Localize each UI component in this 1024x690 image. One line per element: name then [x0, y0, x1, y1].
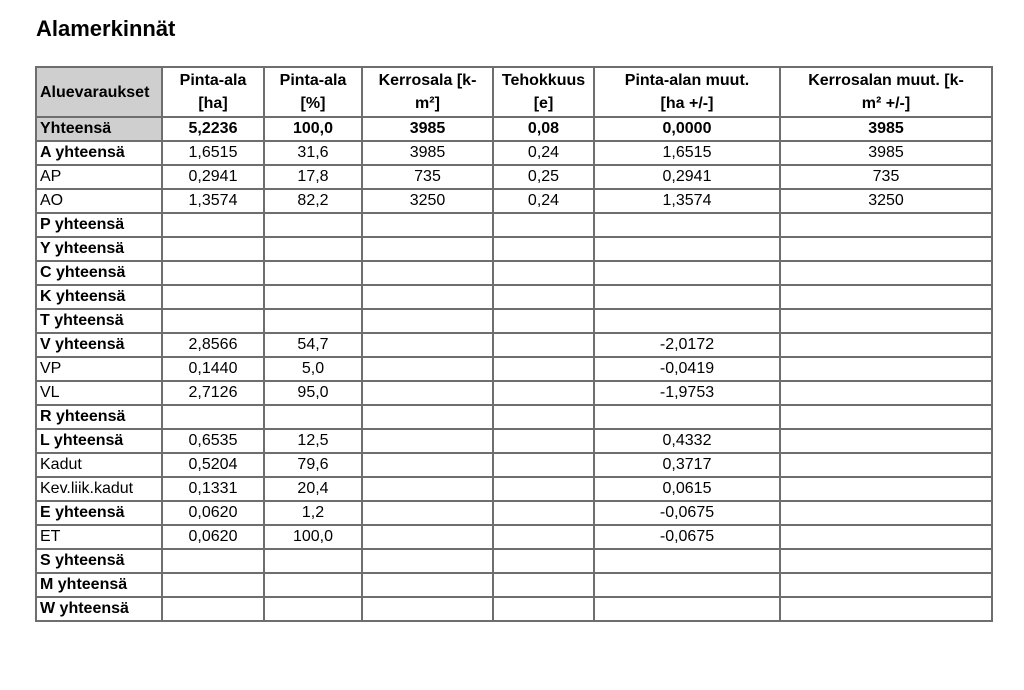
value-cell-pinta-alan-muutos: -0,0675: [594, 525, 780, 549]
value-cell-pinta-ala-percent: 100,0: [264, 117, 362, 141]
value-cell-pinta-ala-ha: [162, 573, 264, 597]
value-cell-kerrosalan-muutos: 3985: [780, 141, 992, 165]
value-cell-kerrosala: [362, 357, 493, 381]
value-cell-kerrosala: [362, 597, 493, 621]
column-header-line: Kerrosalan muut. [k-: [808, 72, 964, 89]
value-cell-pinta-ala-percent: [264, 549, 362, 573]
row-label-cell: AO: [36, 189, 162, 213]
value-cell-pinta-alan-muutos: -0,0675: [594, 501, 780, 525]
value-cell-pinta-alan-muutos: [594, 213, 780, 237]
value-cell-kerrosala: [362, 453, 493, 477]
column-header-line: [%]: [300, 95, 326, 112]
value-cell-pinta-ala-ha: 0,2941: [162, 165, 264, 189]
value-cell-tehokkuus: 0,25: [493, 165, 594, 189]
value-cell-kerrosala: [362, 429, 493, 453]
group-total-row: [36, 597, 992, 621]
group-total-row: [36, 573, 992, 597]
row-label-cell: M yhteensä: [36, 573, 162, 597]
value-cell-tehokkuus: [493, 453, 594, 477]
value-cell-pinta-ala-percent: [264, 285, 362, 309]
value-cell-kerrosala: [362, 309, 493, 333]
value-cell-tehokkuus: [493, 525, 594, 549]
value-cell-pinta-alan-muutos: 0,3717: [594, 453, 780, 477]
row-label-cell: AP: [36, 165, 162, 189]
value-cell-pinta-ala-ha: 0,1331: [162, 477, 264, 501]
row-label-cell: S yhteensä: [36, 549, 162, 573]
value-cell-kerrosala: [362, 573, 493, 597]
value-cell-pinta-alan-muutos: 0,4332: [594, 429, 780, 453]
value-cell-pinta-ala-percent: 82,2: [264, 189, 362, 213]
group-total-row: [36, 501, 992, 525]
value-cell-tehokkuus: [493, 429, 594, 453]
value-cell-pinta-ala-percent: 12,5: [264, 429, 362, 453]
value-cell-tehokkuus: [493, 237, 594, 261]
column-header-kerrosalan-muutos: [780, 67, 992, 117]
value-cell-kerrosala: 735: [362, 165, 493, 189]
value-cell-tehokkuus: [493, 573, 594, 597]
value-cell-tehokkuus: [493, 549, 594, 573]
group-total-row: [36, 333, 992, 357]
value-cell-kerrosalan-muutos: [780, 405, 992, 429]
value-cell-kerrosala: [362, 237, 493, 261]
value-cell-kerrosala: 3985: [362, 117, 493, 141]
value-cell-tehokkuus: [493, 405, 594, 429]
value-cell-pinta-alan-muutos: 1,3574: [594, 189, 780, 213]
value-cell-pinta-alan-muutos: [594, 573, 780, 597]
row-label-cell: VL: [36, 381, 162, 405]
value-cell-pinta-ala-percent: [264, 573, 362, 597]
value-cell-pinta-ala-ha: [162, 309, 264, 333]
area-reservation-table: [35, 66, 993, 622]
value-cell-pinta-ala-ha: 0,6535: [162, 429, 264, 453]
value-cell-kerrosalan-muutos: [780, 597, 992, 621]
value-cell-tehokkuus: [493, 213, 594, 237]
value-cell-pinta-ala-percent: 54,7: [264, 333, 362, 357]
value-cell-kerrosalan-muutos: 735: [780, 165, 992, 189]
column-header-kerrosala: [362, 67, 493, 117]
value-cell-pinta-alan-muutos: -1,9753: [594, 381, 780, 405]
row-label-cell: ET: [36, 525, 162, 549]
value-cell-pinta-ala-percent: [264, 213, 362, 237]
row-label-cell: C yhteensä: [36, 261, 162, 285]
value-cell-pinta-ala-percent: [264, 261, 362, 285]
column-header-line: Pinta-ala: [179, 72, 247, 89]
row-label-cell: Kadut: [36, 453, 162, 477]
group-total-row: [36, 261, 992, 285]
group-total-row: [36, 285, 992, 309]
total-row: [36, 117, 992, 141]
value-cell-kerrosala: [362, 477, 493, 501]
value-cell-kerrosalan-muutos: [780, 237, 992, 261]
value-cell-pinta-ala-ha: 1,3574: [162, 189, 264, 213]
value-cell-kerrosalan-muutos: 3985: [780, 117, 992, 141]
value-cell-pinta-ala-ha: [162, 237, 264, 261]
value-cell-pinta-alan-muutos: [594, 237, 780, 261]
value-cell-kerrosala: [362, 261, 493, 285]
group-total-row: [36, 213, 992, 237]
column-header-line: m²]: [415, 95, 440, 112]
row-label-cell: VP: [36, 357, 162, 381]
group-total-row: [36, 141, 992, 165]
value-cell-pinta-alan-muutos: 0,2941: [594, 165, 780, 189]
row-label-cell: Y yhteensä: [36, 237, 162, 261]
table-header-row: [36, 67, 992, 117]
value-cell-pinta-ala-ha: 0,1440: [162, 357, 264, 381]
table-row: [36, 477, 992, 501]
group-total-row: [36, 309, 992, 333]
column-header-line: Tehokkuus: [501, 72, 586, 89]
row-label-cell: P yhteensä: [36, 213, 162, 237]
value-cell-kerrosala: [362, 285, 493, 309]
value-cell-kerrosala: [362, 333, 493, 357]
value-cell-pinta-ala-ha: [162, 285, 264, 309]
row-label-cell: L yhteensä: [36, 429, 162, 453]
column-header-line: Aluevaraukset: [40, 83, 150, 101]
column-header-pinta-ala-ha: [162, 67, 264, 117]
value-cell-pinta-ala-percent: [264, 405, 362, 429]
value-cell-tehokkuus: 0,24: [493, 141, 594, 165]
value-cell-tehokkuus: [493, 333, 594, 357]
table-row: [36, 381, 992, 405]
value-cell-pinta-ala-percent: [264, 597, 362, 621]
value-cell-kerrosala: [362, 549, 493, 573]
value-cell-kerrosalan-muutos: [780, 477, 992, 501]
value-cell-pinta-alan-muutos: 0,0615: [594, 477, 780, 501]
value-cell-tehokkuus: [493, 597, 594, 621]
value-cell-pinta-ala-ha: 0,5204: [162, 453, 264, 477]
value-cell-kerrosalan-muutos: [780, 429, 992, 453]
value-cell-kerrosalan-muutos: [780, 525, 992, 549]
table-row: [36, 189, 992, 213]
value-cell-kerrosalan-muutos: [780, 549, 992, 573]
value-cell-kerrosala: [362, 525, 493, 549]
value-cell-pinta-alan-muutos: 1,6515: [594, 141, 780, 165]
value-cell-kerrosala: [362, 381, 493, 405]
value-cell-pinta-ala-ha: 2,7126: [162, 381, 264, 405]
column-header-line: [ha]: [198, 95, 228, 112]
value-cell-pinta-ala-ha: [162, 213, 264, 237]
row-label-cell: V yhteensä: [36, 333, 162, 357]
table-body: [36, 117, 992, 621]
value-cell-kerrosalan-muutos: [780, 213, 992, 237]
value-cell-pinta-ala-ha: 2,8566: [162, 333, 264, 357]
value-cell-kerrosalan-muutos: [780, 453, 992, 477]
value-cell-tehokkuus: [493, 477, 594, 501]
value-cell-kerrosalan-muutos: [780, 381, 992, 405]
value-cell-kerrosalan-muutos: [780, 309, 992, 333]
value-cell-pinta-ala-percent: 5,0: [264, 357, 362, 381]
value-cell-pinta-alan-muutos: 0,0000: [594, 117, 780, 141]
row-label-cell: W yhteensä: [36, 597, 162, 621]
column-header-line: Kerrosala [k-: [378, 72, 477, 89]
column-header-line: m² +/-]: [861, 95, 911, 112]
row-label-cell: A yhteensä: [36, 141, 162, 165]
value-cell-tehokkuus: [493, 309, 594, 333]
value-cell-kerrosala: [362, 213, 493, 237]
value-cell-kerrosalan-muutos: [780, 501, 992, 525]
row-label-cell: T yhteensä: [36, 309, 162, 333]
row-label-cell: K yhteensä: [36, 285, 162, 309]
column-header-pinta-alan-muutos: [594, 67, 780, 117]
value-cell-pinta-alan-muutos: -2,0172: [594, 333, 780, 357]
value-cell-tehokkuus: 0,08: [493, 117, 594, 141]
group-total-row: [36, 549, 992, 573]
value-cell-pinta-ala-percent: 31,6: [264, 141, 362, 165]
value-cell-tehokkuus: [493, 501, 594, 525]
value-cell-pinta-alan-muutos: [594, 261, 780, 285]
value-cell-pinta-ala-percent: 79,6: [264, 453, 362, 477]
column-header-pinta-ala-percent: [264, 67, 362, 117]
value-cell-kerrosalan-muutos: [780, 333, 992, 357]
value-cell-pinta-ala-percent: 1,2: [264, 501, 362, 525]
value-cell-pinta-ala-ha: 0,0620: [162, 501, 264, 525]
group-total-row: [36, 237, 992, 261]
value-cell-pinta-ala-percent: 100,0: [264, 525, 362, 549]
value-cell-pinta-alan-muutos: [594, 405, 780, 429]
value-cell-kerrosala: 3250: [362, 189, 493, 213]
column-header-aluevaraukset: [36, 67, 162, 117]
page-title: Alamerkinnät: [36, 16, 176, 41]
value-cell-pinta-alan-muutos: [594, 549, 780, 573]
value-cell-kerrosala: [362, 501, 493, 525]
row-label-cell: E yhteensä: [36, 501, 162, 525]
value-cell-pinta-ala-percent: [264, 237, 362, 261]
value-cell-pinta-ala-percent: 95,0: [264, 381, 362, 405]
value-cell-pinta-ala-percent: [264, 309, 362, 333]
value-cell-pinta-ala-percent: 17,8: [264, 165, 362, 189]
value-cell-pinta-ala-percent: 20,4: [264, 477, 362, 501]
value-cell-tehokkuus: [493, 261, 594, 285]
value-cell-pinta-alan-muutos: [594, 597, 780, 621]
value-cell-pinta-ala-ha: 1,6515: [162, 141, 264, 165]
row-label-cell: R yhteensä: [36, 405, 162, 429]
value-cell-kerrosalan-muutos: [780, 573, 992, 597]
column-header-line: Pinta-alan muut.: [624, 72, 750, 89]
value-cell-pinta-ala-ha: [162, 261, 264, 285]
column-header-line: [e]: [533, 95, 554, 112]
row-label-cell: Kev.liik.kadut: [36, 477, 162, 501]
value-cell-tehokkuus: 0,24: [493, 189, 594, 213]
value-cell-pinta-ala-ha: [162, 597, 264, 621]
value-cell-kerrosalan-muutos: 3250: [780, 189, 992, 213]
column-header-line: Pinta-ala: [279, 72, 347, 89]
value-cell-kerrosala: 3985: [362, 141, 493, 165]
table-row: [36, 525, 992, 549]
value-cell-kerrosalan-muutos: [780, 285, 992, 309]
value-cell-kerrosalan-muutos: [780, 357, 992, 381]
value-cell-pinta-ala-ha: 0,0620: [162, 525, 264, 549]
table-row: [36, 453, 992, 477]
column-header-tehokkuus: [493, 67, 594, 117]
group-total-row: [36, 405, 992, 429]
value-cell-tehokkuus: [493, 357, 594, 381]
value-cell-pinta-alan-muutos: -0,0419: [594, 357, 780, 381]
table-row: [36, 357, 992, 381]
value-cell-pinta-ala-ha: 5,2236: [162, 117, 264, 141]
group-total-row: [36, 429, 992, 453]
value-cell-pinta-alan-muutos: [594, 309, 780, 333]
value-cell-tehokkuus: [493, 285, 594, 309]
value-cell-pinta-alan-muutos: [594, 285, 780, 309]
value-cell-kerrosala: [362, 405, 493, 429]
value-cell-tehokkuus: [493, 381, 594, 405]
value-cell-pinta-ala-ha: [162, 405, 264, 429]
value-cell-kerrosalan-muutos: [780, 261, 992, 285]
row-label-cell: Yhteensä: [36, 117, 162, 141]
table-row: [36, 165, 992, 189]
column-header-line: [ha +/-]: [660, 95, 714, 112]
value-cell-pinta-ala-ha: [162, 549, 264, 573]
